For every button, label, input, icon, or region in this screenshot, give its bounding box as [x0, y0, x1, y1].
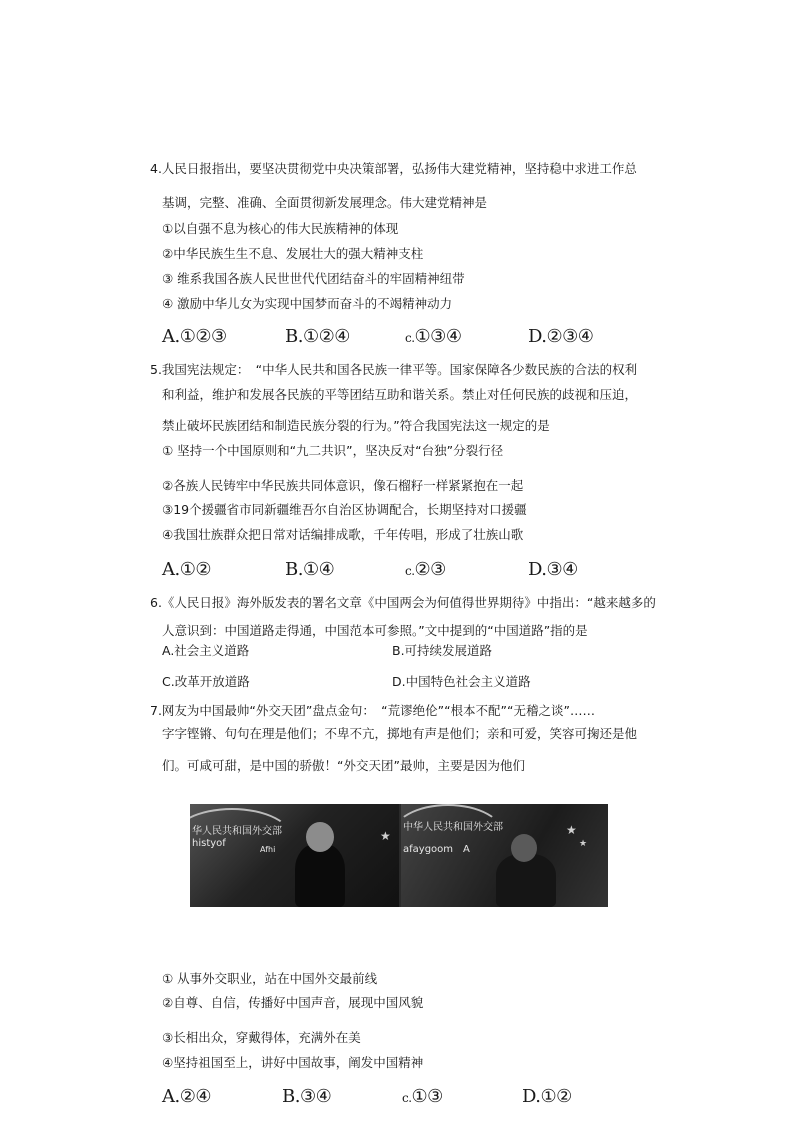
- q5-option-a[interactable]: A.①②: [162, 559, 212, 580]
- q4-item-3: ③ 维系我国各族人民世世代代团结奋斗的牢固精神纽带: [162, 271, 465, 286]
- q5-item-2: ②各族人民铸牢中华民族共同体意识，像石榴籽一样紧紧抱在一起: [162, 478, 524, 493]
- q5-option-d[interactable]: D.③④: [528, 559, 578, 580]
- q6-option-d[interactable]: D.中国特色社会主义道路: [392, 674, 531, 689]
- person-silhouette: [295, 844, 345, 907]
- q4-option-b[interactable]: B.①②④: [285, 326, 350, 347]
- q7-item-1: ① 从事外交职业，站在中国外交最前线: [162, 971, 378, 986]
- photo-caption-left-sub: Afhi: [260, 845, 276, 854]
- q6-stem-line-1: 6.《人民日报》海外版发表的署名文章《中国两会为何值得世界期待》中指出：“越来越多的: [150, 595, 656, 610]
- q7-option-a[interactable]: A.②④: [162, 1086, 212, 1107]
- q5-stem-line-2: 和利益，维护和发展各民族的平等团结互助和谐关系。禁止对任何民族的歧视和压迫，: [162, 387, 638, 402]
- q5-item-1: ① 坚持一个中国原则和“九二共识”，坚决反对“台独”分裂行径: [162, 443, 504, 458]
- q4-option-a[interactable]: A.①②③: [162, 326, 227, 347]
- q7-option-c[interactable]: c.①③: [402, 1086, 443, 1107]
- q6-stem-line-2: 人意识到：中国道路走得通，中国范本可参照。”文中提到的“中国道路”指的是: [162, 623, 588, 638]
- q7-item-4: ④坚持祖国至上，讲好中国故事，阐发中国精神: [162, 1055, 424, 1070]
- q4-option-c[interactable]: c.①③④: [405, 326, 462, 347]
- emblem-arc: [391, 804, 505, 868]
- q5-option-b[interactable]: B.①④: [285, 559, 335, 580]
- diplomat-press-photo: [190, 804, 608, 907]
- photo-caption-right-en: afaygoom: [403, 844, 454, 855]
- q4-item-1: ①以自强不息为核心的伟大民族精神的体现: [162, 221, 399, 236]
- q7-stem-line-2: 字字铿锵、句句在理是他们；不卑不亢，掷地有声是他们；亲和可爱，笑容可掬还是他: [162, 726, 638, 741]
- q4-options: [0, 324, 793, 350]
- star-icon: ★: [579, 839, 588, 849]
- q4-item-4: ④ 激励中华儿女为实现中国梦而奋斗的不竭精神动力: [162, 296, 453, 311]
- q7-stem-line-1: 7.网友为中国最帅“外交天团”盘点金句： “荒谬绝伦”“根本不配”“无稽之谈”……: [150, 703, 595, 718]
- q6-option-c[interactable]: C.改革开放道路: [162, 674, 250, 689]
- person-head: [511, 834, 537, 862]
- photo-caption-right: 中华人民共和国外交部: [403, 822, 503, 833]
- q4-stem-line-1: 4.人民日报指出，要坚决贯彻党中央决策部署，弘扬伟大建党精神，坚持稳中求进工作总: [150, 161, 637, 176]
- star-icon: ★: [566, 823, 577, 837]
- q5-item-3: ③19个援疆省市同新疆维吾尔自治区协调配合，长期坚持对口援疆: [162, 502, 527, 517]
- q5-options: [0, 557, 793, 583]
- photo-panel-right: [401, 804, 608, 907]
- q4-item-2: ②中华民族生生不息、发展壮大的强大精神支柱: [162, 246, 424, 261]
- q4-stem-line-2: 基调，完整、准确、全面贯彻新发展理念。伟大建党精神是: [162, 195, 488, 210]
- q6-option-a[interactable]: A.社会主义道路: [162, 643, 250, 658]
- q5-item-4: ④我国壮族群众把日常对话编排成歌，千年传唱，形成了壮族山歌: [162, 527, 524, 542]
- q7-options: [0, 1084, 793, 1110]
- q4-option-d[interactable]: D.②③④: [528, 326, 594, 347]
- photo-caption-left-en: histyof: [192, 838, 226, 849]
- photo-caption-left: 华人民共和国外交部: [192, 826, 282, 837]
- person-head: [306, 822, 334, 852]
- q6-option-b[interactable]: B.可持续发展道路: [392, 643, 493, 658]
- photo-caption-right-sub: A: [463, 844, 470, 855]
- q5-option-c[interactable]: c.②③: [405, 559, 446, 580]
- q7-option-b[interactable]: B.③④: [282, 1086, 332, 1107]
- q7-option-d[interactable]: D.①②: [522, 1086, 572, 1107]
- star-icon: ★: [380, 829, 391, 843]
- q7-item-3: ③长相出众，穿戴得体，充满外在美: [162, 1030, 361, 1045]
- q5-stem-line-1: 5.我国宪法规定： “中华人民共和国各民族一律平等。国家保障各少数民族的合法的权利: [150, 362, 638, 377]
- person-silhouette: [496, 854, 556, 907]
- q7-stem-line-3: 们。可咸可甜，是中国的骄傲！“外交天团”最帅，主要是因为他们: [162, 758, 525, 773]
- q7-item-2: ②自尊、自信，传播好中国声音，展现中国风貌: [162, 995, 424, 1010]
- photo-panel-left: [190, 804, 399, 907]
- q5-stem-line-3: 禁止破坏民族团结和制造民族分裂的行为。”符合我国宪法这一规定的是: [162, 418, 550, 433]
